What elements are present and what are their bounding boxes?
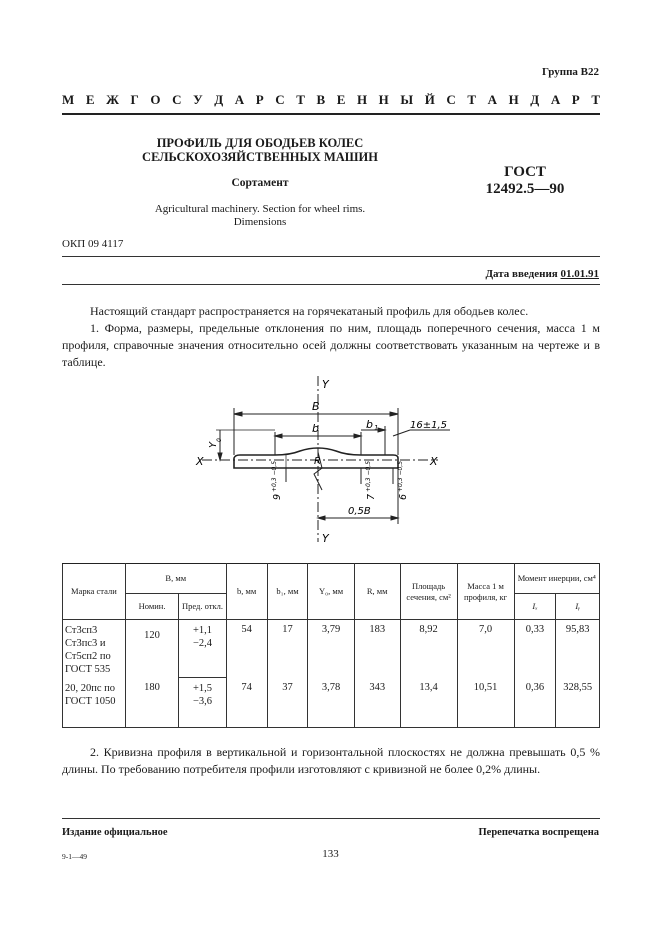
header-mass: Масса 1 м профиля, кг [457, 564, 514, 620]
okp-code: ОКП 09 4117 [62, 238, 124, 250]
group-code: Группа В22 [541, 66, 599, 78]
header-b: b, мм [226, 564, 267, 620]
label-16: 16±1,5 [410, 420, 448, 431]
header-B: В, мм [125, 564, 226, 594]
cell-area: 13,4 [400, 678, 457, 728]
date-label: Дата введения [485, 268, 558, 280]
banner-letter: Т [467, 92, 477, 107]
paragraph-2: 2. Кривизна профиля в вертикальной и горизонтальной плоскостях не должна превышать 0,5 % длины. По требованию потребителя профили изготовляют с кривизной не более 0,2% длины. [62, 745, 600, 776]
title-line-1: ПРОФИЛЬ ДЛЯ ОБОДЬЕВ КОЛЕС [156, 136, 364, 150]
gost-code: 12492.5—90 [485, 181, 565, 197]
cell-R: 343 [354, 678, 400, 728]
english-title [120, 203, 400, 229]
label-9-tol: +0,3 −0,5 [271, 460, 278, 492]
header-iy: Iᵧ [556, 594, 600, 620]
label-B: B [312, 400, 320, 413]
edition-official: Издание официальное [62, 827, 168, 838]
label-b: b [312, 422, 319, 435]
label-b1-sub: 1 [374, 424, 379, 432]
standard-banner [62, 92, 600, 108]
header-pred: Пред. откл. [179, 594, 226, 620]
label-R: R [314, 456, 321, 467]
banner-letter: Е [336, 92, 346, 107]
label-9: 9 [272, 493, 283, 500]
marka-line: Ст5сп2 по [65, 651, 111, 662]
header-ix: Iₓ [514, 594, 556, 620]
banner-letter: С [275, 92, 285, 107]
label-y0-sub: 0 [216, 438, 223, 442]
cell-pred [179, 678, 226, 728]
cell-b: 74 [226, 678, 267, 728]
header-b1: b₁, мм [267, 564, 308, 620]
document-title [120, 136, 400, 164]
gost-label: ГОСТ [504, 164, 546, 180]
banner-letter: М [62, 92, 75, 107]
pred-minus: −3,6 [192, 696, 213, 707]
banner-letter: С [446, 92, 456, 107]
banner-letter: Н [508, 92, 519, 107]
cell-b1: 17 [267, 620, 308, 678]
english-title-line-2: Dimensions [233, 216, 287, 228]
cell-marka [63, 678, 126, 728]
english-title-line-1: Agricultural machinery. Section for wheel rims. [154, 203, 366, 215]
cell-ix: 0,36 [514, 678, 556, 728]
header-moment: Момент инерции, см⁴ [514, 564, 599, 594]
page-number: 133 [322, 848, 339, 860]
table-row [63, 620, 600, 678]
label-6-tol: +0,3 −0,5 [397, 460, 404, 492]
cell-iy: 95,83 [556, 620, 600, 678]
header-y0: Y₀, мм [308, 564, 354, 620]
banner-letter: Н [356, 92, 368, 107]
cell-nomin: 180 [125, 678, 178, 728]
cell-y0: 3,78 [308, 678, 354, 728]
banner-letter: Р [255, 92, 264, 107]
label-b1: b [366, 418, 373, 431]
marka-line: Ст3сп3 [65, 625, 98, 636]
banner-letter: У [193, 92, 203, 107]
header-area: Площадь сечения, см² [400, 564, 457, 620]
banner-letter: Т [591, 92, 600, 107]
table-row [63, 678, 600, 728]
label-x-left: X [196, 455, 204, 468]
date-value: 01.01.91 [560, 268, 599, 280]
specification-table [62, 563, 600, 728]
title-line-2: СЕЛЬСКОХОЗЯЙСТВЕННЫХ МАШИН [142, 150, 378, 164]
okp-rule [62, 256, 600, 257]
marka-line: ГОСТ 535 [65, 664, 111, 675]
cell-area: 8,92 [400, 620, 457, 678]
cell-b: 54 [226, 620, 267, 678]
banner-letter: Д [530, 92, 540, 107]
cell-pred [179, 620, 226, 678]
banner-letter: Г [130, 92, 139, 107]
pred-minus: −2,4 [192, 638, 213, 649]
paragraph-scope: Настоящий стандарт распространяется на горячекатаный профиль для ободьев колес. [90, 304, 529, 318]
paragraph-1: 1. Форма, размеры, предельные отклонения по ним, площадь поперечного сечения, масса 1 м профиля, справочные значения относительно осей должны соответствовать указанным на чертеже и в таблице. [62, 321, 600, 369]
footer-rule [62, 818, 600, 819]
reprint-prohibited: Перепечатка воспрещена [478, 827, 599, 838]
label-y-top: Y [322, 378, 329, 391]
banner-letter: Д [214, 92, 224, 107]
banner-letter: Е [85, 92, 95, 107]
label-6: 6 [398, 493, 409, 500]
banner-letter: Ж [106, 92, 119, 107]
banner-letter: В [316, 92, 326, 107]
cell-marka [63, 620, 126, 678]
cell-nomin: 120 [125, 620, 178, 678]
cell-iy: 328,55 [556, 678, 600, 728]
marka-line: ГОСТ 1050 [65, 695, 116, 707]
banner-letter: Т [296, 92, 305, 107]
cell-b1: 37 [267, 678, 308, 728]
cell-R: 183 [354, 620, 400, 678]
banner-letter: Й [424, 92, 435, 107]
marka-line: Ст3пс3 и [65, 638, 106, 649]
label-7: 7 [366, 493, 377, 500]
cell-ix: 0,33 [514, 620, 556, 678]
label-y0: Y [208, 441, 219, 448]
pred-plus: +1,1 [192, 625, 213, 636]
banner-letter: А [550, 92, 561, 107]
cell-mass: 10,51 [457, 678, 514, 728]
header-nomin: Номин. [125, 594, 178, 620]
label-y-bottom: Y [322, 532, 329, 545]
header-rule [62, 113, 600, 115]
cell-y0: 3,79 [308, 620, 354, 678]
print-code: 9-1—49 [62, 852, 87, 861]
effective-date [485, 268, 599, 280]
banner-letter: А [487, 92, 498, 107]
gost-number [470, 164, 580, 198]
label-7-tol: +0,3 −0,5 [365, 460, 372, 492]
cell-mass: 7,0 [457, 620, 514, 678]
date-rule [62, 284, 600, 285]
marka-line: 20, 20пс по [65, 682, 116, 694]
banner-letter: О [150, 92, 161, 107]
banner-letter: Н [378, 92, 389, 107]
profile-drawing [180, 372, 470, 547]
banner-letter: А [234, 92, 245, 107]
banner-letter: С [172, 92, 182, 107]
document-subtitle: Сортамент [231, 177, 289, 189]
label-x-right: X [430, 455, 438, 468]
label-half-B: 0,5B [348, 506, 371, 517]
banner-letter: Ы [400, 92, 414, 107]
banner-letter: Р [571, 92, 580, 107]
pred-plus: +1,5 [192, 683, 213, 694]
header-marka: Марка стали [63, 564, 126, 620]
header-R: R, мм [354, 564, 400, 620]
